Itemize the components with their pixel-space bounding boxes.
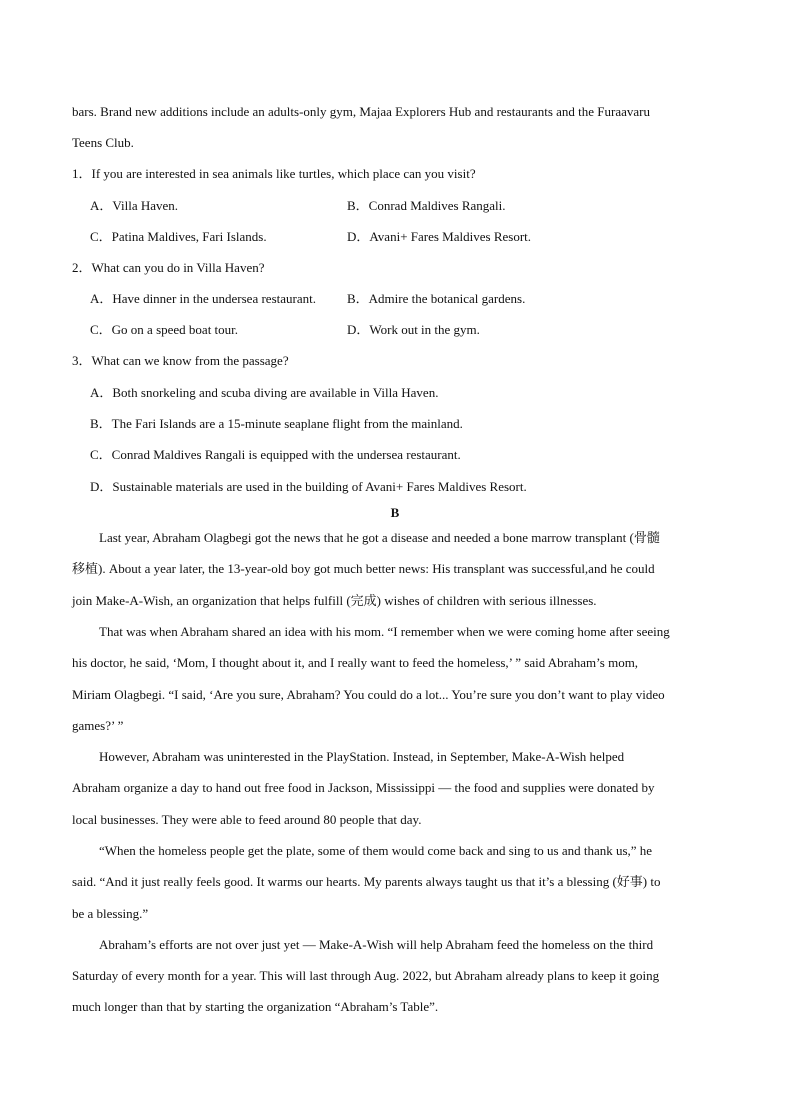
question-2-option-c: C．Go on a speed boat tour.: [90, 322, 239, 337]
intro-line-1: bars. Brand new additions include an adults-only gym, Majaa Explorers Hub and restaurants and the Furaavaru: [72, 104, 650, 119]
question-1-option-b: B．Conrad Maldives Rangali.: [347, 198, 506, 213]
passage-line: Miriam Olagbegi. “I said, ‘Are you sure, Abraham? You could do a lot... You’re sure you don’t want to play video: [72, 687, 665, 702]
section-b-heading: B: [390, 505, 400, 520]
question-1-option-a: A．Villa Haven.: [90, 198, 179, 213]
passage-line: Abraham’s efforts are not over just yet — Make-A-Wish will help Abraham feed the homeless on the third: [99, 937, 654, 952]
question-2-option-b: B．Admire the botanical gardens.: [347, 291, 526, 306]
passage-line: join Make-A-Wish, an organization that helps fulfill (完成) wishes of children with serious illnesses.: [72, 593, 597, 608]
question-1-stem: 1．If you are interested in sea animals like turtles, which place can you visit?: [72, 166, 476, 181]
question-3-option-a: A．Both snorkeling and scuba diving are available in Villa Haven.: [90, 385, 439, 400]
passage-line: “When the homeless people get the plate, some of them would come back and sing to us and thank us,” he: [99, 843, 653, 858]
passage-line: said. “And it just really feels good. It warms our hearts. My parents always taught us that it’s a blessing (好事) to: [72, 874, 661, 889]
intro-line-2: Teens Club.: [72, 135, 134, 150]
passage-line: Abraham organize a day to hand out free food in Jackson, Mississippi — the food and supplies were donated by: [72, 780, 655, 795]
question-1-option-d: D．Avani+ Fares Maldives Resort.: [347, 229, 532, 244]
passage-line: be a blessing.”: [72, 906, 149, 921]
question-3-option-d: D．Sustainable materials are used in the building of Avani+ Fares Maldives Resort.: [90, 479, 527, 494]
question-2-stem: 2．What can you do in Villa Haven?: [72, 260, 265, 275]
question-1-option-c: C．Patina Maldives, Fari Islands.: [90, 229, 267, 244]
passage-line: Saturday of every month for a year. This will last through Aug. 2022, but Abraham already plans to keep it going: [72, 968, 660, 983]
passage-line: much longer than that by starting the organization “Abraham’s Table”.: [72, 999, 439, 1014]
question-2-option-d: D．Work out in the gym.: [347, 322, 480, 337]
passage-line: That was when Abraham shared an idea with his mom. “I remember when we were coming home after seeing: [99, 624, 670, 639]
passage-line: his doctor, he said, ‘Mom, I thought about it, and I really want to feed the homeless,’ ” said Abraham’s mom,: [72, 655, 639, 670]
passage-line: local businesses. They were able to feed around 80 people that day.: [72, 812, 422, 827]
question-2-option-a: A．Have dinner in the undersea restaurant.: [90, 291, 316, 306]
passage-line: Last year, Abraham Olagbegi got the news that he got a disease and needed a bone marrow transplant (骨髓: [99, 530, 660, 545]
passage-line: games?’ ”: [72, 718, 124, 733]
passage-line: 移植). About a year later, the 13-year-old boy got much better news: His transplant was successful,and he could: [72, 561, 655, 576]
question-3-stem: 3．What can we know from the passage?: [72, 353, 289, 368]
question-3-option-c: C．Conrad Maldives Rangali is equipped with the undersea restaurant.: [90, 447, 461, 462]
passage-line: However, Abraham was uninterested in the PlayStation. Instead, in September, Make-A-Wish helped: [99, 749, 625, 764]
question-3-option-b: B．The Fari Islands are a 15-minute seaplane flight from the mainland.: [90, 416, 463, 431]
